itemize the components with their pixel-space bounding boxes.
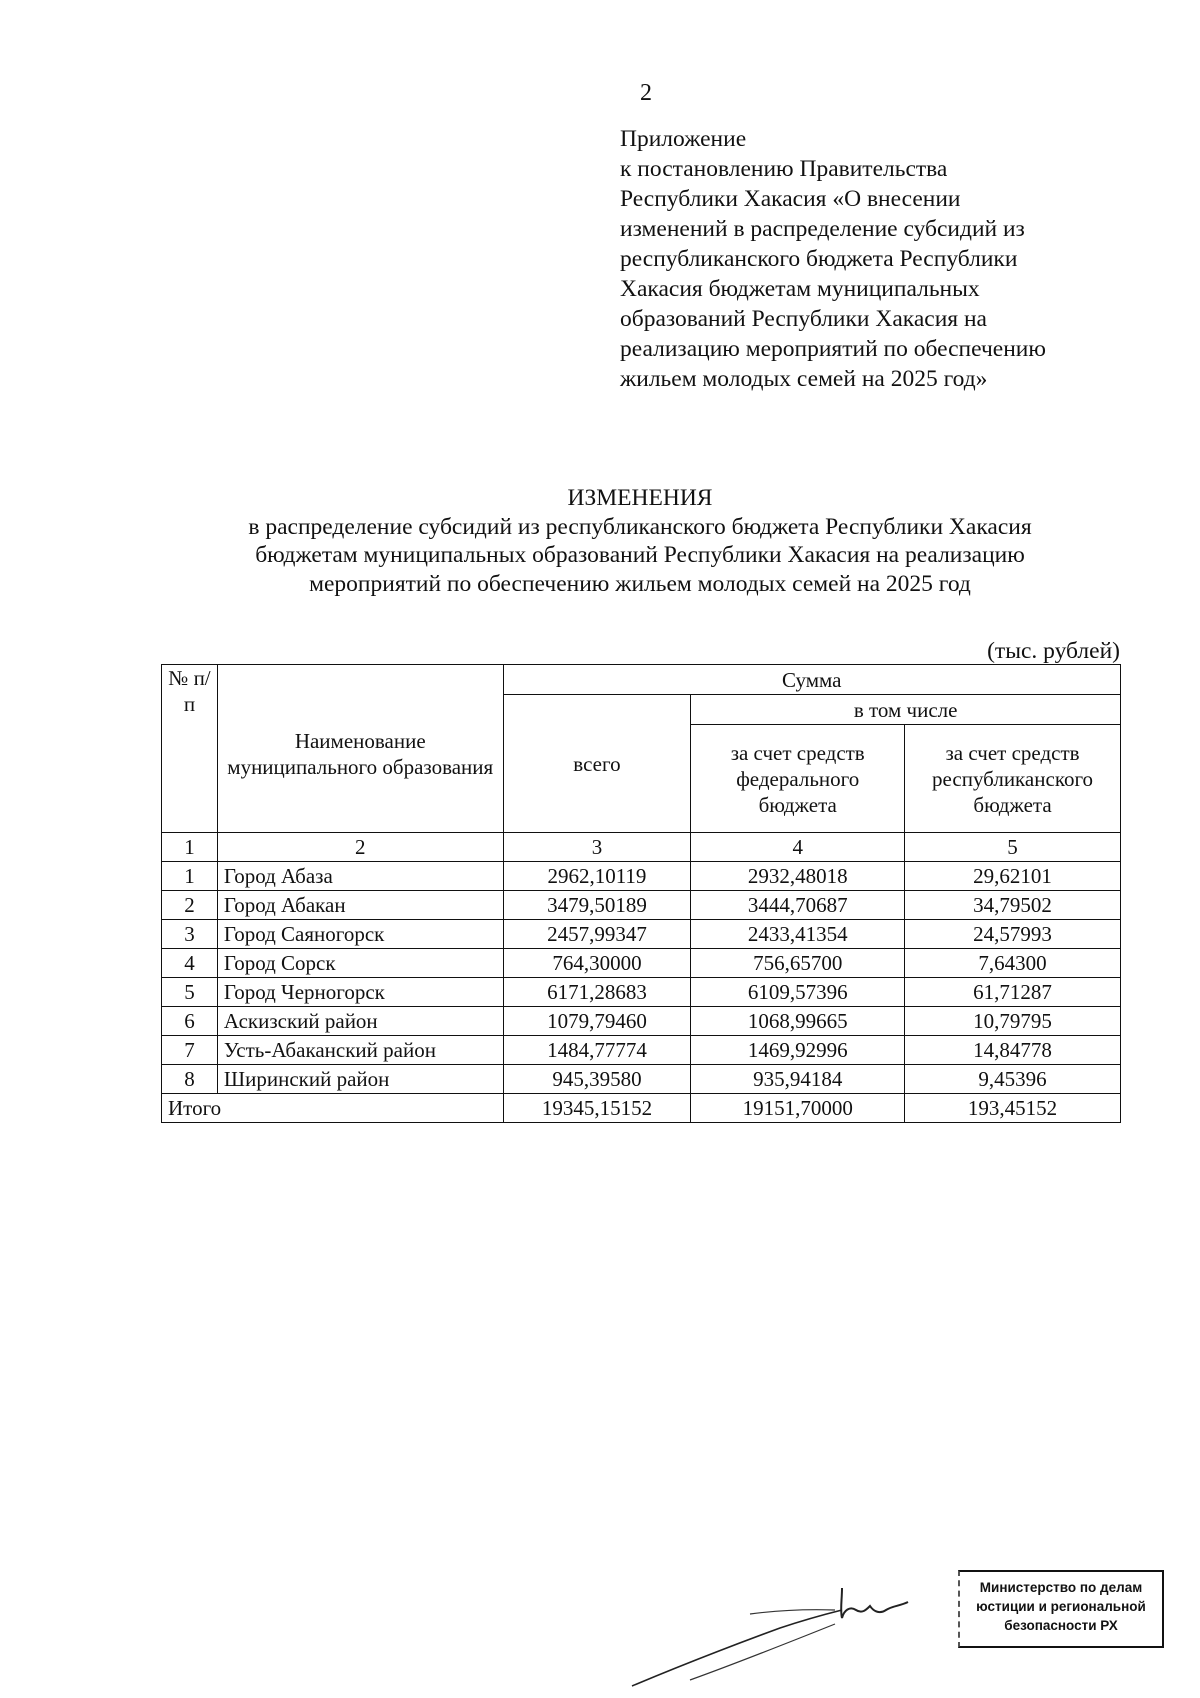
title-line: бюджетам муниципальных образований Республики Хакасия на реализацию: [255, 542, 1025, 568]
header-num: № п/п: [162, 665, 218, 833]
table-row: [162, 1036, 1121, 1065]
table-row: [162, 949, 1121, 978]
column-number: 4: [691, 833, 905, 862]
amount-republic: 24,57993: [905, 920, 1121, 949]
appendix-line: Республики Хакасия «О внесении: [620, 186, 961, 212]
amount-federal: 935,94184: [691, 1065, 905, 1094]
table-row: [162, 891, 1121, 920]
title-line: в распределение субсидий из республиканского бюджета Республики Хакасия: [248, 513, 1032, 540]
column-number: 5: [905, 833, 1121, 862]
table-row: [162, 978, 1121, 1007]
totals-row: [162, 1094, 1121, 1123]
municipality-name: Усть-Абаканский район: [217, 1036, 503, 1065]
amount-republic: 10,79795: [905, 1007, 1121, 1036]
column-number: 3: [503, 833, 691, 862]
amount-total: 764,30000: [503, 949, 691, 978]
stamp-line: юстиции и региональной: [976, 1599, 1146, 1614]
header-sum: Сумма: [503, 665, 1120, 695]
header-federal: за счет средств федерального бюджета: [691, 725, 905, 833]
amount-federal: 1068,99665: [691, 1007, 905, 1036]
row-number: 2: [162, 891, 218, 920]
amount-republic: 61,71287: [905, 978, 1121, 1007]
totals-label: Итого: [162, 1094, 504, 1123]
amount-total: 2962,10119: [503, 862, 691, 891]
title-line: мероприятий по обеспечению жильем молодых семей на 2025 год: [309, 570, 971, 597]
amount-republic: 7,64300: [905, 949, 1121, 978]
stamp-line: Министерство по делам: [979, 1580, 1143, 1595]
row-number: 7: [162, 1036, 218, 1065]
table-row: [162, 1007, 1121, 1036]
appendix-line: образований Республики Хакасия на: [620, 306, 987, 332]
table-row: [162, 920, 1121, 949]
ministry-stamp: [958, 1570, 1164, 1648]
header-total: всего: [503, 695, 691, 833]
document-title: [150, 484, 1130, 598]
title-heading: ИЗМЕНЕНИЯ: [567, 485, 713, 511]
municipality-name: Город Абаза: [217, 862, 503, 891]
amount-total: 3479,50189: [503, 891, 691, 920]
row-number: 5: [162, 978, 218, 1007]
amount-total: 6171,28683: [503, 978, 691, 1007]
units-label: (тыс. рублей): [987, 638, 1120, 664]
municipality-name: Город Черногорск: [217, 978, 503, 1007]
appendix-line: изменений в распределение субсидий из: [620, 216, 1025, 242]
header-republic: за счет средств республиканского бюджета: [905, 725, 1121, 833]
amount-federal: 756,65700: [691, 949, 905, 978]
amount-federal: 6109,57396: [691, 978, 905, 1007]
page-number: 2: [640, 80, 652, 106]
amount-federal: 1469,92996: [691, 1036, 905, 1065]
municipality-name: Город Саяногорск: [217, 920, 503, 949]
row-number: 8: [162, 1065, 218, 1094]
header-including: в том числе: [691, 695, 1121, 725]
stamp-line: безопасности РХ: [1004, 1618, 1118, 1633]
amount-republic: 34,79502: [905, 891, 1121, 920]
municipality-name: Город Сорск: [217, 949, 503, 978]
row-number: 1: [162, 862, 218, 891]
appendix-line: к постановлению Правительства: [620, 156, 948, 182]
appendix-line: Хакасия бюджетам муниципальных: [620, 276, 980, 302]
row-number: 4: [162, 949, 218, 978]
amount-republic: 9,45396: [905, 1065, 1121, 1094]
amount-total: 945,39580: [503, 1065, 691, 1094]
amount-total: 1079,79460: [503, 1007, 691, 1036]
municipality-name: Ширинский район: [217, 1065, 503, 1094]
column-number-row: [162, 833, 1121, 862]
totals-federal: 19151,70000: [691, 1094, 905, 1123]
totals-republic: 193,45152: [905, 1094, 1121, 1123]
amount-republic: 14,84778: [905, 1036, 1121, 1065]
municipality-name: Город Абакан: [217, 891, 503, 920]
row-number: 3: [162, 920, 218, 949]
appendix-line: жильем молодых семей на 2025 год»: [620, 366, 988, 392]
appendix-line: республиканского бюджета Республики: [620, 246, 1018, 272]
table-row: [162, 862, 1121, 891]
amount-federal: 2433,41354: [691, 920, 905, 949]
header-name: Наименование муниципального образования: [217, 665, 503, 833]
amount-total: 1484,77774: [503, 1036, 691, 1065]
table-row: [162, 1065, 1121, 1094]
amount-federal: 2932,48018: [691, 862, 905, 891]
column-number: 1: [162, 833, 218, 862]
amount-total: 2457,99347: [503, 920, 691, 949]
municipality-name: Аскизский район: [217, 1007, 503, 1036]
amount-federal: 3444,70687: [691, 891, 905, 920]
subsidy-table: [161, 664, 1121, 1123]
signature: [630, 1580, 950, 1690]
appendix-line: реализацию мероприятий по обеспечению: [620, 336, 1046, 362]
appendix-line: Приложение: [620, 126, 747, 152]
totals-total: 19345,15152: [503, 1094, 691, 1123]
row-number: 6: [162, 1007, 218, 1036]
column-number: 2: [217, 833, 503, 862]
appendix-note: [620, 124, 1140, 394]
amount-republic: 29,62101: [905, 862, 1121, 891]
